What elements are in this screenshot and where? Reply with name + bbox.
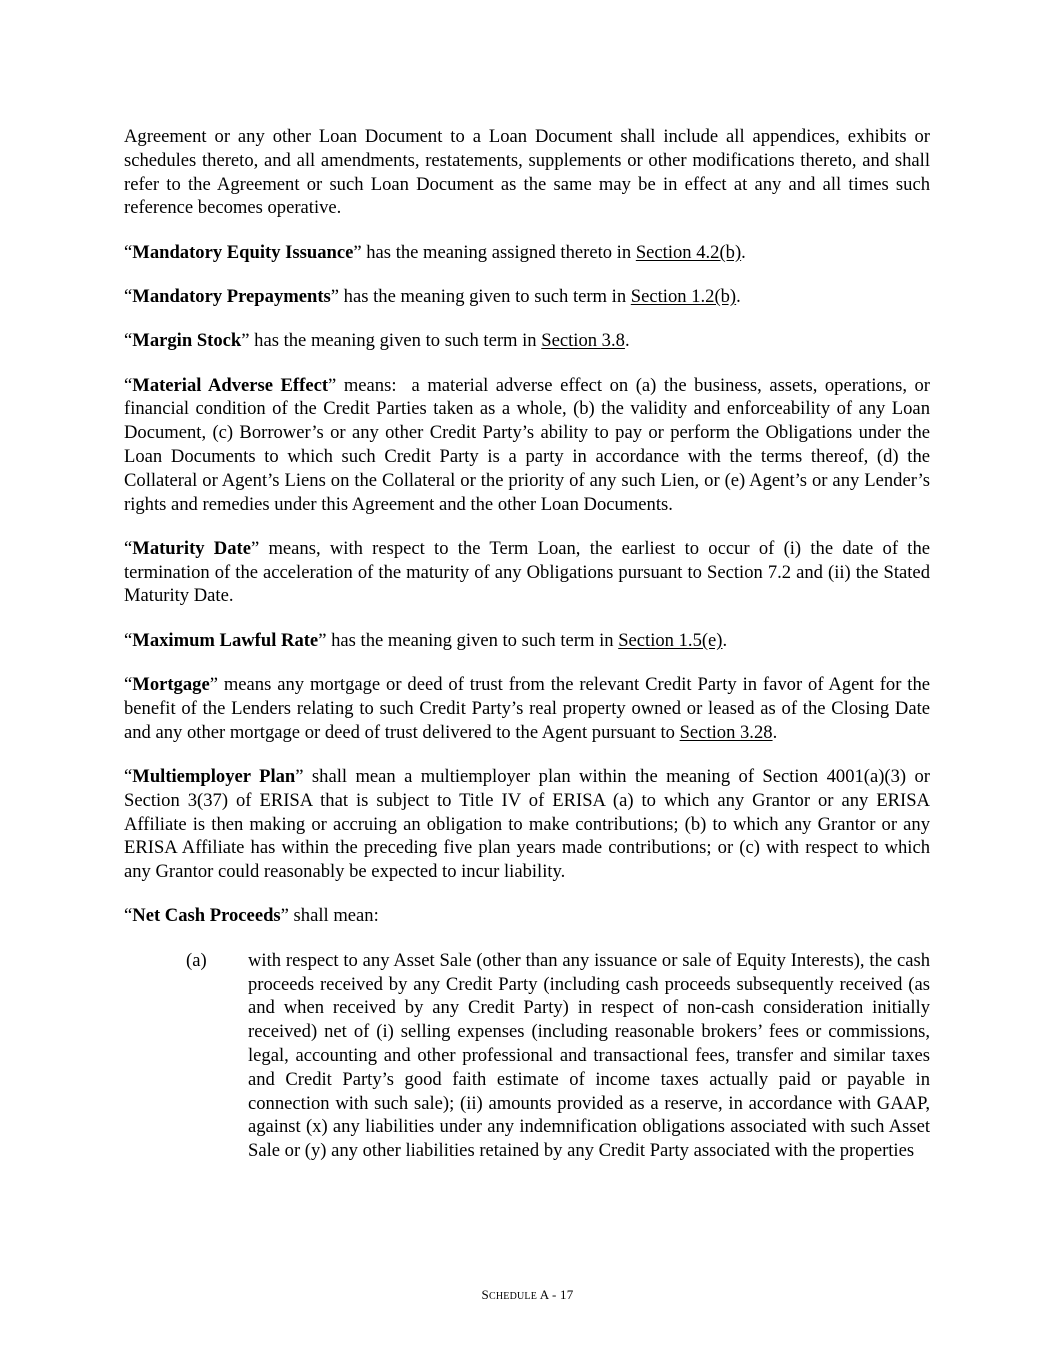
definition-text: ” has the meaning given to such term in [318, 629, 619, 651]
subsection-label: (a) [186, 949, 207, 971]
definition-text: ” has the meaning assigned thereto in [353, 241, 636, 263]
section-reference: Section 1.5(e) [618, 629, 723, 651]
defined-term: Multiemployer Plan [132, 765, 296, 787]
definition-multiemployer-plan [124, 765, 930, 884]
section-reference: Section 3.8 [541, 330, 625, 352]
defined-term: Maturity Date [132, 537, 251, 559]
defined-term: Mortgage [132, 674, 210, 696]
document-body [124, 125, 935, 1163]
paragraph-continuation [124, 125, 930, 220]
definition-material-adverse-effect [124, 374, 935, 517]
footer-part: - 17 [548, 1287, 574, 1302]
subsection-text: with respect to any Asset Sale (other than any issuance or sale of Equity Interests), the cash proceeds received by any Credit Party (including cash proceeds subsequently received (as and when received by any Credit Party) in respect of non-cash consideration initially received) net of (i) selling expenses (including reasonable brokers’ fees or commissions, legal, accounting and other professional and transactional fees, transfer and similar taxes and Credit Party’s good faith estimate of income taxes actually paid or payable in connection with such sale); (ii) amounts provided as a reserve, in accordance with GAAP, against (x) any liabilities under any indemnification obligations associated with such Asset Sale or (y) any other liabilities retained by any Credit Party associated with the properties [248, 949, 930, 1162]
open-quote: “ [124, 905, 133, 927]
open-quote: “ [124, 674, 133, 696]
period: . [736, 285, 741, 307]
defined-term: Material Adverse Effect [132, 374, 329, 396]
open-quote: “ [124, 765, 133, 787]
period: . [624, 330, 630, 352]
definition-text: ” shall mean a multiemployer plan within the meaning of Section 4001(a)(3) or Section 3(37) of ERISA that is subject to Title IV of ERISA (a) to which any Grantor or any ERISA Affiliate is then making or accruing an obligation to make contributions; (b) to which any Grantor or any ERISA Affiliate has within the preceding five plan years made contributions; or (c) with respect to which any Grantor could reasonably be expected to incur liability. [124, 765, 930, 883]
section-reference: Section 1.2(b) [630, 285, 737, 307]
defined-term: Margin Stock [132, 330, 242, 352]
footer-part: A [539, 1287, 549, 1302]
definition-text: ” shall mean: [280, 905, 379, 927]
subsection-a [124, 949, 930, 1163]
paragraph-text: Agreement or any other Loan Document to a Loan Document shall include all appendices, exhibits or schedules thereto, and all amendments, restatements, supplements or other modifications thereto, and shall refer to the Agreement or such Loan Document as the same may be in effect at any and all times such reference becomes operative. [124, 126, 930, 219]
period: . [772, 721, 778, 743]
definition-net-cash-proceeds [124, 904, 930, 928]
defined-term: Net Cash Proceeds [132, 905, 281, 927]
definition-text: ” has the meaning given to such term in [330, 285, 631, 307]
open-quote: “ [124, 537, 133, 559]
definition-text: ” means, with respect to the Term Loan, the earliest to occur of (i) the date of the termination of the acceleration of the maturity of any Obligations pursuant to Section 7.2 and (ii) the Stated Maturity Date. [124, 537, 930, 607]
definition-text: ” means: a material adverse effect on (a) the business, assets, operations, or financial condition of the Credit Parties taken as a whole, (b) the validity and enforceability of any Loan Document, (c) Borrower’s or any other Credit Party’s ability to pay or perform the Obligations under the Loan Documents to which such Credit Party is a party in accordance with the terms thereof, (d) the Collateral or Agent’s Liens on the Collateral or the priority of any such Lien, or (e) Agent’s or any Lender’s rights and remedies under this Agreement and the other Loan Documents. [124, 374, 935, 515]
page-footer [0, 1287, 1055, 1303]
section-reference: Section 4.2(b) [635, 241, 742, 263]
defined-term: Mandatory Prepayments [132, 285, 331, 307]
definition-maturity-date [124, 537, 930, 608]
defined-term: Maximum Lawful Rate [132, 629, 319, 651]
open-quote: “ [124, 241, 133, 263]
open-quote: “ [124, 629, 133, 651]
footer-part: S [481, 1287, 489, 1302]
definition-margin-stock [124, 329, 930, 353]
definition-maximum-lawful-rate [124, 629, 930, 653]
definition-mortgage [124, 673, 930, 744]
footer-part: CHEDULE [488, 1291, 540, 1302]
open-quote: “ [124, 374, 133, 396]
open-quote: “ [124, 330, 133, 352]
period: . [741, 241, 746, 263]
definition-text: ” has the meaning given to such term in [241, 330, 542, 352]
open-quote: “ [124, 285, 133, 307]
definition-mandatory-equity-issuance [124, 241, 930, 265]
section-reference: Section 3.28 [679, 721, 773, 743]
period: . [722, 629, 728, 651]
definition-mandatory-prepayments [124, 285, 930, 309]
definition-text: ” means any mortgage or deed of trust from the relevant Credit Party in favor of Agent for the benefit of the Lenders relating to such Credit Party’s real property owned or leased as of the Closing Date and any other mortgage or deed of trust delivered to the Agent pursuant to [124, 674, 930, 743]
defined-term: Mandatory Equity Issuance [132, 241, 354, 263]
